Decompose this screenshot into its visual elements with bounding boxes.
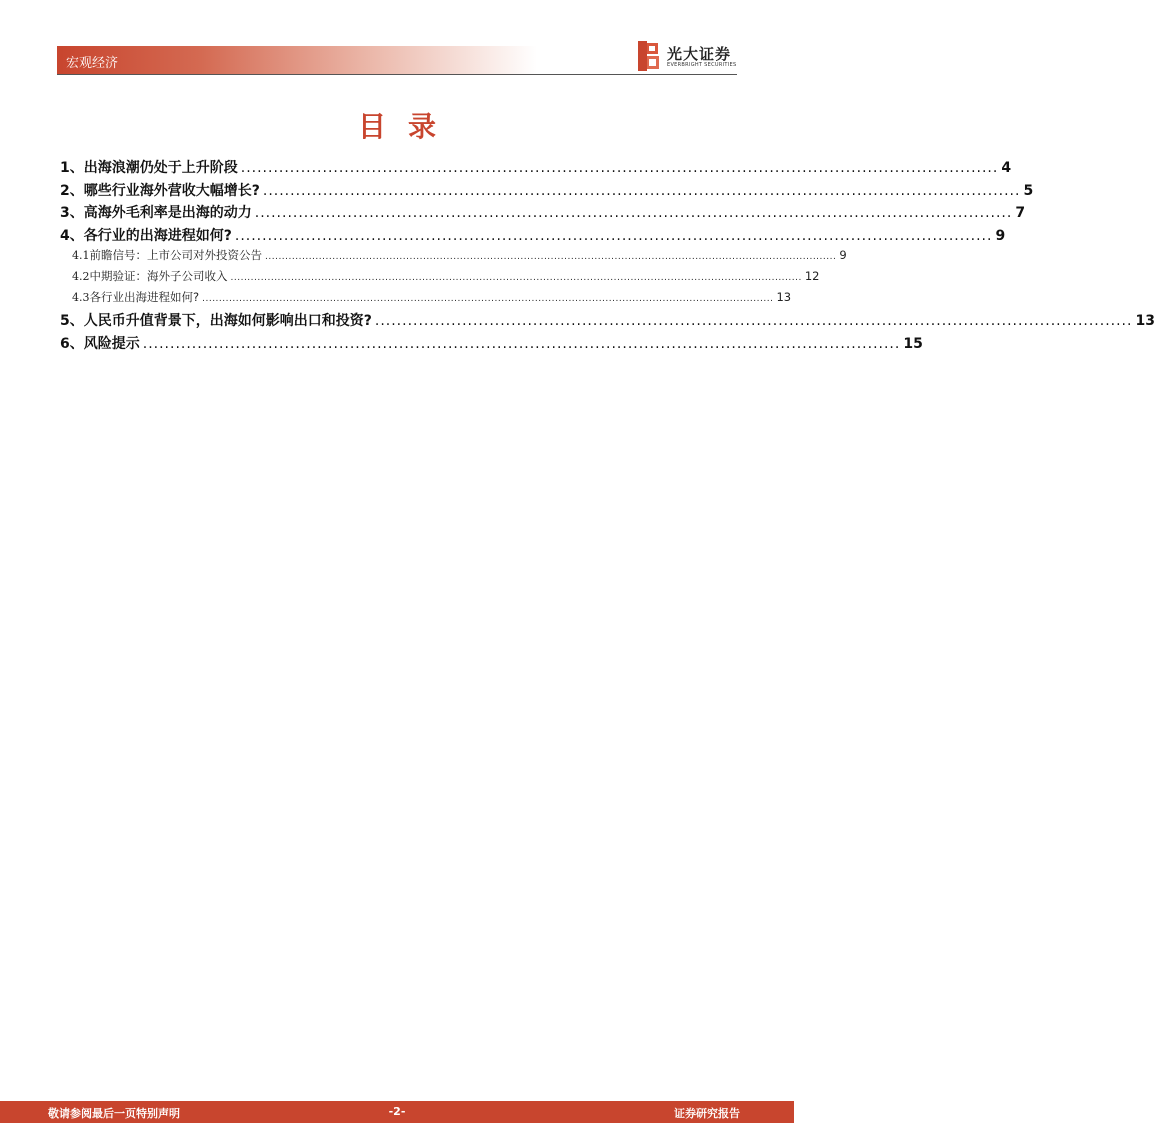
toc-leader: ........................................................................................................................................... — [374, 313, 1133, 329]
toc-entry[interactable] — [60, 180, 1034, 203]
toc-entry-page: 12 — [804, 269, 820, 283]
toc-entry-page: 13 — [1135, 313, 1155, 329]
toc-leader: ........................................................................................................................................... — [254, 205, 1013, 221]
toc-entry[interactable] — [60, 310, 1155, 333]
toc-entry-number: 4.1 — [72, 249, 90, 262]
toc-leader: ........................................................................................................................................... — [234, 227, 993, 244]
header-bar — [57, 46, 537, 74]
toc-entry-page: 4 — [1001, 160, 1012, 176]
toc-entry-page: 5 — [1023, 182, 1034, 199]
everbright-logo — [638, 41, 748, 73]
toc-entry-page: 9 — [839, 248, 847, 262]
logo-text-cn: 光大证券 — [667, 45, 732, 63]
toc-leader: .......................................................................................................................................................................... — [202, 294, 774, 304]
toc-entry-title: 出海浪潮仍处于上升阶段 — [83, 160, 238, 176]
toc-entry[interactable] — [60, 202, 1026, 225]
toc-entry-number: 1、 — [60, 160, 84, 176]
logo-text-en: EVERBRIGHT SECURITIES — [667, 62, 737, 68]
toc-entry-number: 4、 — [60, 227, 84, 244]
toc-entry-title: 哪些行业海外营收大幅增长? — [83, 182, 260, 199]
header-divider — [57, 74, 737, 75]
toc-leader: .......................................................................................................................................................................... — [265, 252, 837, 262]
page-number: -2- — [388, 1105, 406, 1118]
toc-entry-title: 中期验证：海外子公司收入 — [89, 269, 228, 283]
toc-entry-number: 4.3 — [72, 291, 90, 304]
toc-entry[interactable] — [60, 333, 923, 356]
toc-entry-number: 4.2 — [72, 270, 90, 283]
toc-entry-title: 各行业出海进程如何? — [89, 290, 200, 304]
toc-leader: ........................................................................................................................................... — [240, 160, 999, 176]
toc-subentry[interactable] — [60, 289, 792, 310]
footer-bar — [0, 1101, 794, 1123]
toc-entry-title: 高海外毛利率是出海的动力 — [83, 205, 252, 221]
toc-entry-page: 15 — [903, 335, 923, 352]
footer-disclaimer: 敬请参阅最后一页特别声明 — [48, 1107, 180, 1120]
toc-subentry[interactable] — [60, 268, 820, 289]
toc-entry[interactable] — [60, 225, 1006, 248]
logo-mark-icon — [638, 41, 660, 71]
toc-entry-title: 风险提示 — [83, 335, 140, 352]
table-of-contents — [60, 157, 1155, 355]
toc-entry-title: 各行业的出海进程如何? — [83, 227, 232, 244]
toc-leader: ........................................................................................................................................... — [142, 335, 901, 352]
section-label: 宏观经济 — [66, 56, 119, 71]
toc-entry-title: 人民币升值背景下，出海如何影响出口和投资? — [83, 313, 372, 329]
toc-entry-page: 13 — [776, 290, 792, 304]
toc-entry-number: 2、 — [60, 182, 84, 199]
toc-entry-number: 5、 — [60, 313, 84, 329]
toc-entry-page: 7 — [1015, 205, 1026, 221]
toc-leader: .......................................................................................................................................................................... — [230, 273, 802, 283]
toc-entry-title: 前瞻信号：上市公司对外投资公告 — [89, 248, 262, 262]
toc-entry-page: 9 — [995, 227, 1006, 244]
toc-entry[interactable] — [60, 157, 1012, 180]
toc-entry-number: 6、 — [60, 335, 84, 352]
toc-leader: ........................................................................................................................................... — [262, 182, 1021, 199]
footer-report-type: 证券研究报告 — [674, 1107, 740, 1120]
toc-subentry[interactable] — [60, 247, 847, 268]
toc-entry-number: 3、 — [60, 205, 84, 221]
toc-title: 目录 — [357, 110, 458, 143]
